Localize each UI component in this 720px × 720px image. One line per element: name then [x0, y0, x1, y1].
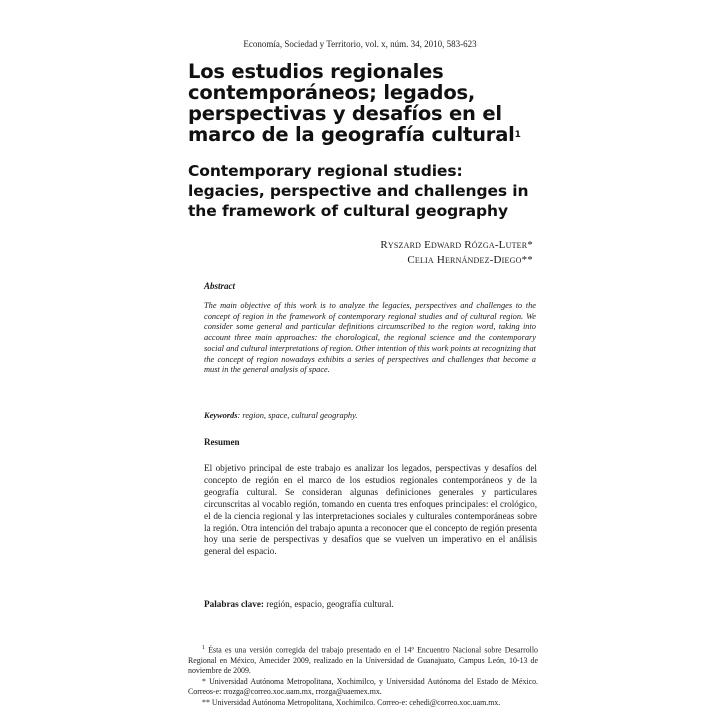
- author-list: [380, 238, 533, 268]
- palabras-clave-label: Palabras clave:: [204, 599, 264, 609]
- title-spanish-text: Los estudios regionales contemporáneos; legados, perspectivas y desafíos en el marco de la geografía cultural: [188, 60, 515, 146]
- footnote-2-text: * Universidad Autónoma Metropolitana, Xochimilco, y Universidad Autónoma del Estado de México. Correos-e: rrozga@correo.xoc.uam.mx, rrozga@uaemex.mx.: [188, 676, 538, 697]
- running-header: Economía, Sociedad y Territorio, vol. x, núm. 34, 2010, 583-623: [243, 39, 477, 49]
- footnotes: [188, 643, 538, 708]
- footnote-3: [188, 698, 538, 708]
- title-english: Contemporary regional studies: legacies, perspective and challenges in the framework of cultural geography: [188, 162, 529, 220]
- resumen-text: El objetivo principal de este trabajo es analizar los legados, perspectivas y desafíos del concepto de región en el marco de los estudios regionales contemporáneos y de la geografía cultural. Se consideran algunas definiciones generales y particulares circunscritas al vocablo región, tomando en cuenta tres enfoques principales: el crológico, el de la ciencia regional y las interpretaciones sociales y culturales contemporáneas sobre la región. Otra intención del trabajo apunta a reconocer que el concepto de región presenta hoy una serie de perspectivas y desafíos que se vuelven un imperativo en el análisis general del espacio.: [204, 463, 537, 557]
- abstract-text: The main objective of this work is to analyze the legacies, perspectives and challenges to the concept of region in the framework of contemporary regional studies and of cultural region. We consider some general and particular definitions circumscribed to the region word, taking into account three main approaches: the chorological, the regional science and the contemporary social and cultural interpretations of region. Other intention of this work points at recognizing that the concept of region nowadays exhibits a series of perspectives and challenges that become a must in the general analysis of space.: [204, 301, 536, 375]
- keywords-values: : region, space, cultural geography.: [237, 411, 358, 420]
- footnote-2: [188, 677, 538, 698]
- title-spanish: [188, 61, 538, 145]
- footnote-1: [188, 643, 538, 677]
- author-2: Celia Hernández-Diego**: [407, 254, 533, 266]
- abstract-heading: Abstract: [204, 281, 236, 291]
- palabras-clave-line: [204, 599, 537, 609]
- footnote-3-text: ** Universidad Autónoma Metropolitana, Xochimilco. Correo-e: cehedi@correo.xoc.uam.mx.: [202, 697, 501, 707]
- keywords-line: [204, 411, 536, 420]
- resumen-heading: Resumen: [204, 437, 240, 447]
- footnote-1-text: Ésta es una versión corregida del trabajo presentado en el 14º Encuentro Nacional sobre Desarrollo Regional en México, Amecider 2009, realizado en la Universidad de Guanajuato, Campus León, 10-13 de noviembre de 2009.: [188, 645, 538, 676]
- palabras-clave-values: región, espacio, geografía cultural.: [263, 599, 394, 609]
- footnote-1-mark: 1: [202, 645, 205, 651]
- title-footnote-mark: 1: [514, 130, 521, 140]
- keywords-label: Keywords: [204, 411, 238, 420]
- author-1: Ryszard Edward Rózga-Luter*: [380, 239, 533, 251]
